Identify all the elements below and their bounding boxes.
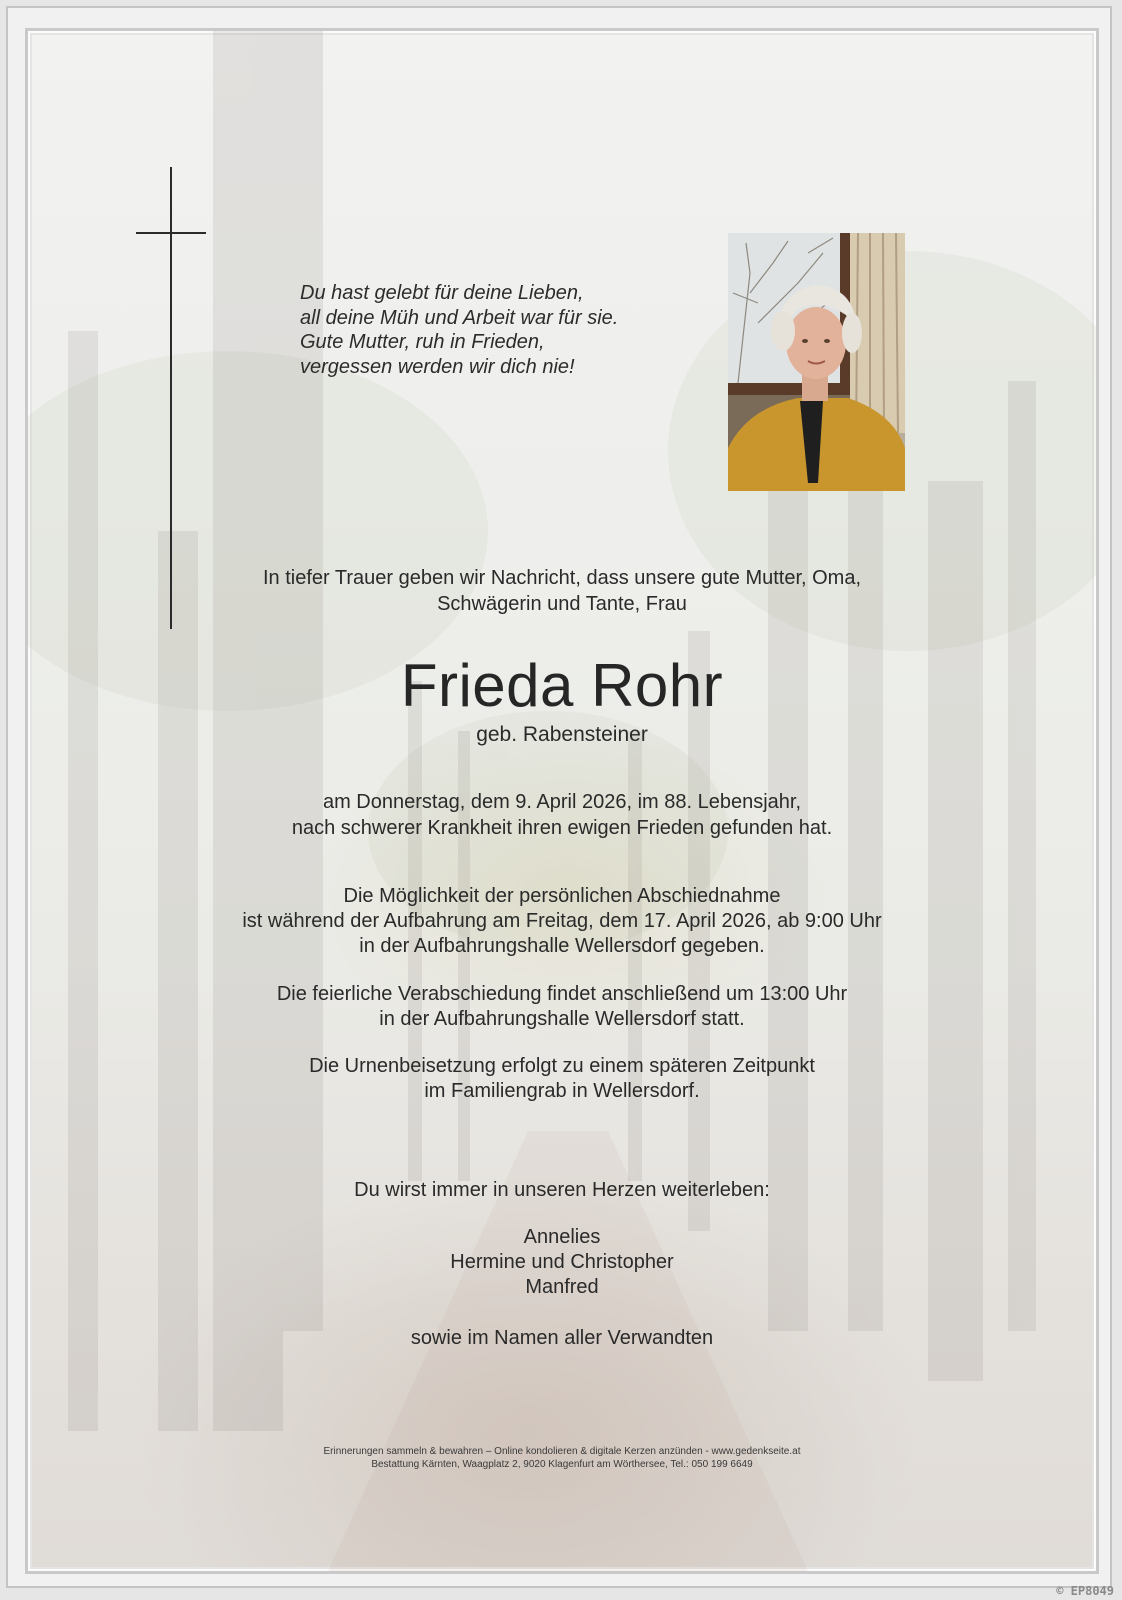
death-notice xyxy=(28,790,1096,841)
farewell-line: in der Aufbahrungshalle Wellersdorf statt. xyxy=(379,1008,745,1030)
deceased-name: Frieda Rohr xyxy=(400,652,724,719)
footer xyxy=(28,1445,1096,1471)
farewell-line: Die feierliche Verabschiedung findet anschließend um 13:00 Uhr xyxy=(276,983,848,1005)
announcement-intro xyxy=(28,565,1096,617)
burial-line: Die Urnenbeisetzung erfolgt zu einem späteren Zeitpunkt xyxy=(309,1055,815,1077)
death-line: am Donnerstag, dem 9. April 2026, im 88. Lebensjahr, xyxy=(322,791,802,813)
relatives-line: sowie im Namen aller Verwandten xyxy=(410,1327,714,1349)
intro-line: Schwägerin und Tante, Frau xyxy=(437,593,687,615)
intro-line: In tiefer Trauer geben wir Nachricht, dass unsere gute Mutter, Oma, xyxy=(262,567,862,589)
obituary-card xyxy=(25,28,1099,1574)
mourners-list xyxy=(28,1225,1096,1300)
cross-icon xyxy=(136,167,208,629)
footer-line-website: Erinnerungen sammeln & bewahren – Online kondolieren & digitale Kerzen anzünden - www.gedenkseite.at xyxy=(323,1446,801,1457)
mourner-name: Manfred xyxy=(525,1276,599,1298)
portrait-photo xyxy=(728,233,905,491)
watermark: © EP8049 xyxy=(1056,1584,1114,1598)
viewing-line: in der Aufbahrungshalle Wellersdorf gegeben. xyxy=(359,935,765,957)
burial-info xyxy=(28,1054,1096,1104)
death-line: nach schwerer Krankheit ihren ewigen Frieden gefunden hat. xyxy=(291,816,833,839)
farewell-info xyxy=(28,982,1096,1032)
mourners-tagline: Du wirst immer in unseren Herzen weiterleben: xyxy=(354,1179,770,1201)
maiden-name: geb. Rabensteiner xyxy=(476,723,648,746)
viewing-line: ist während der Aufbahrung am Freitag, dem 17. April 2026, ab 9:00 Uhr xyxy=(242,910,882,932)
viewing-info xyxy=(28,884,1096,959)
poem-line: Gute Mutter, ruh in Frieden, xyxy=(300,331,545,353)
poem-line: Du hast gelebt für deine Lieben, xyxy=(300,282,584,304)
footer-line-address: Bestattung Kärnten, Waagplatz 2, 9020 Klagenfurt am Wörthersee, Tel.: 050 199 6649 xyxy=(371,1459,753,1470)
memorial-poem xyxy=(300,281,700,379)
poem-line: all deine Müh und Arbeit war für sie. xyxy=(300,306,619,329)
viewing-line: Die Möglichkeit der persönlichen Abschiednahme xyxy=(343,885,781,907)
burial-line: im Familiengrab in Wellersdorf. xyxy=(424,1080,700,1102)
mourner-name: Annelies xyxy=(523,1226,601,1248)
mourner-name: Hermine und Christopher xyxy=(450,1251,674,1273)
poem-line: vergessen werden wir dich nie! xyxy=(300,355,575,378)
